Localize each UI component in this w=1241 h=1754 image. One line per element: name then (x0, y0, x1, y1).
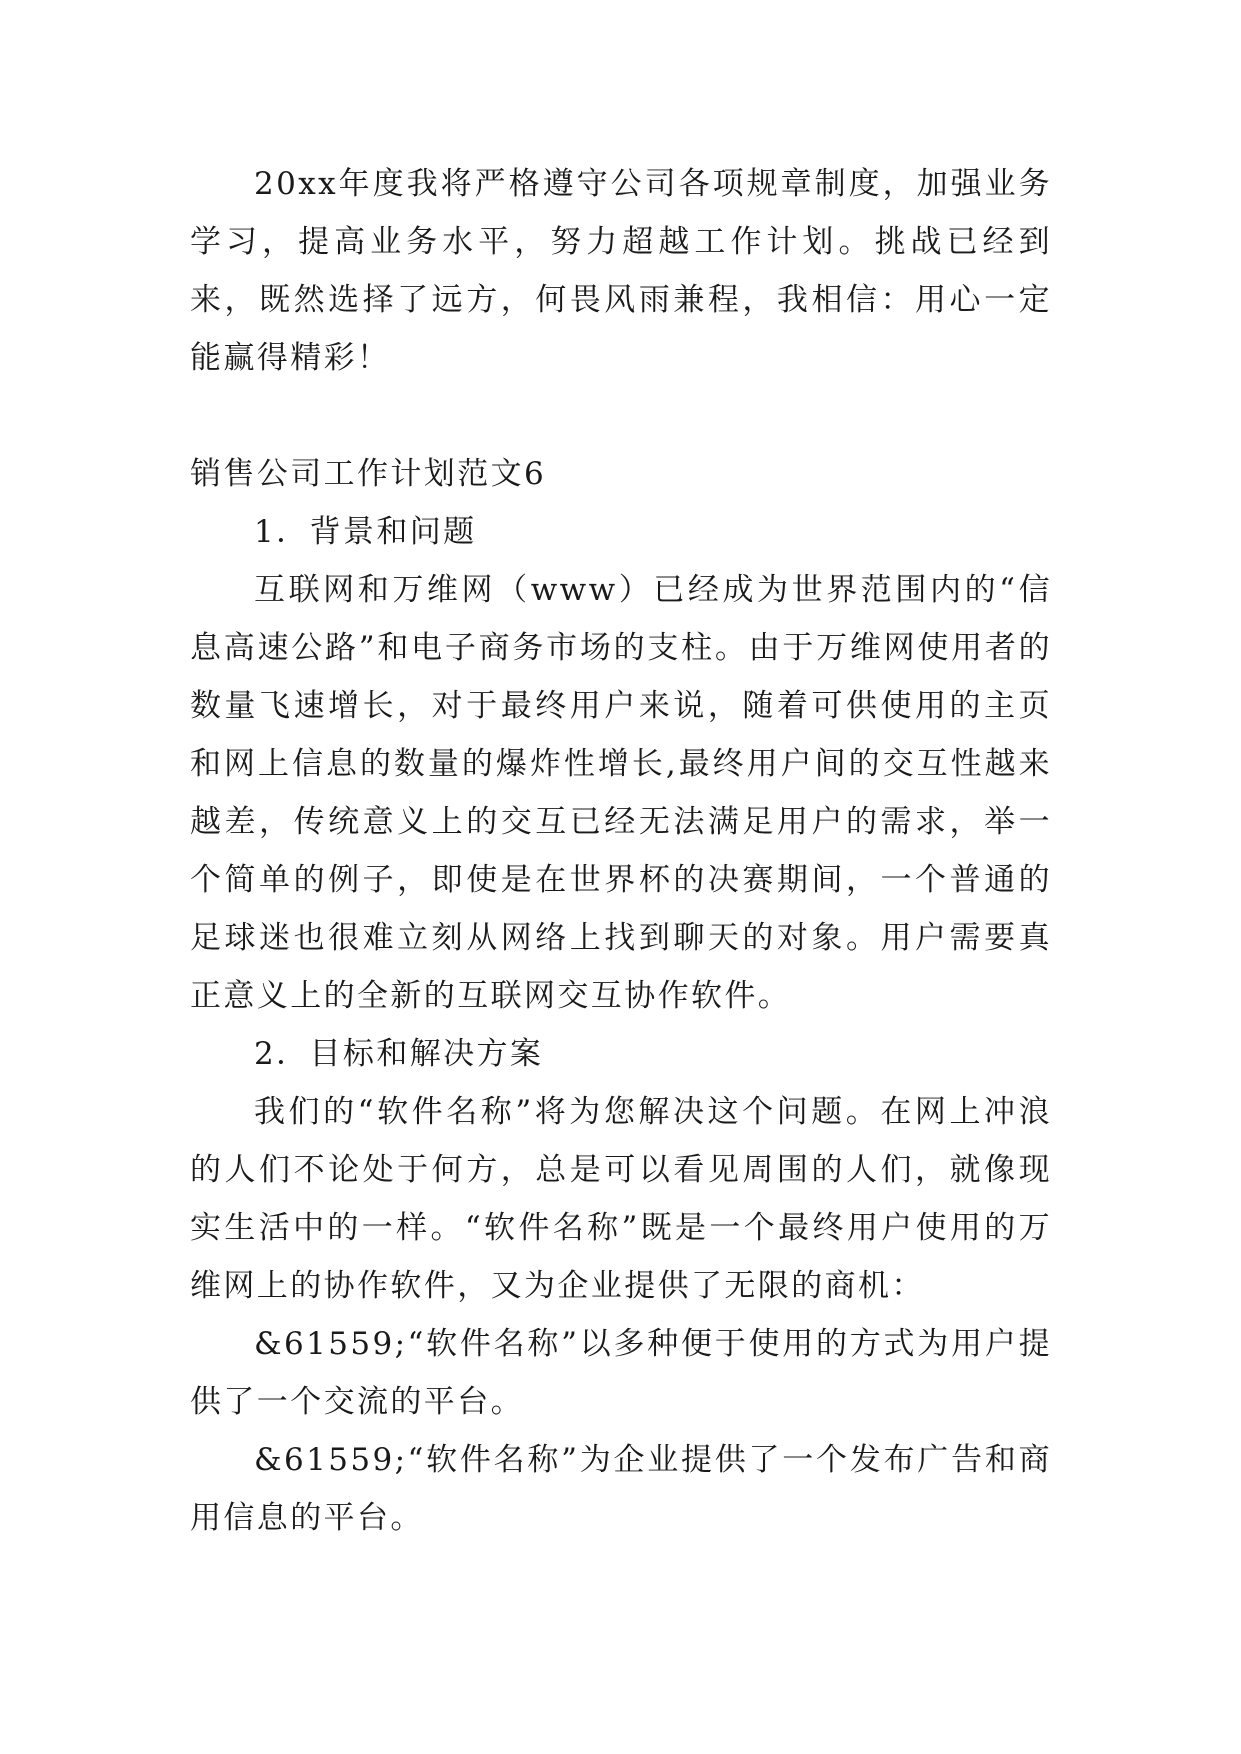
document-body (190, 155, 1052, 1547)
background-paragraph: 互联网和万维网（www）已经成为世界范围内的“信息高速公路”和电子商务市场的支柱。由于万维网使用者的数量飞速增长，对于最终用户来说，随着可供使用的主页和网上信息的数量的爆炸性增长,最终用户间的交互性越来越差，传统意义上的交互已经无法满足用户的需求，举一个简单的例子，即使是在世界杯的决赛期间，一个普通的足球迷也很难立刻从网络上找到聊天的对象。用户需要真正意义上的全新的互联网交互协作软件。 (190, 572, 1052, 1014)
bullet-item: &61559;“软件名称”以多种便于使用的方式为用户提供了一个交流的平台。 (190, 1326, 1052, 1420)
subheading-background: 1．背景和问题 (254, 514, 477, 550)
section-heading: 销售公司工作计划范文6 (190, 456, 547, 492)
subheading-goals: 2．目标和解决方案 (254, 1036, 544, 1072)
closing-paragraph: 20xx年度我将严格遵守公司各项规章制度，加强业务学习，提高业务水平，努力超越工作计划。挑战已经到来，既然选择了远方，何畏风雨兼程，我相信：用心一定能赢得精彩！ (190, 166, 1052, 376)
bullet-item: &61559;“软件名称”为企业提供了一个发布广告和商用信息的平台。 (190, 1442, 1052, 1536)
solution-paragraph: 我们的“软件名称”将为您解决这个问题。在网上冲浪的人们不论处于何方，总是可以看见周围的人们，就像现实生活中的一样。“软件名称”既是一个最终用户使用的万维网上的协作软件，又为企业提供了无限的商机： (190, 1094, 1052, 1304)
